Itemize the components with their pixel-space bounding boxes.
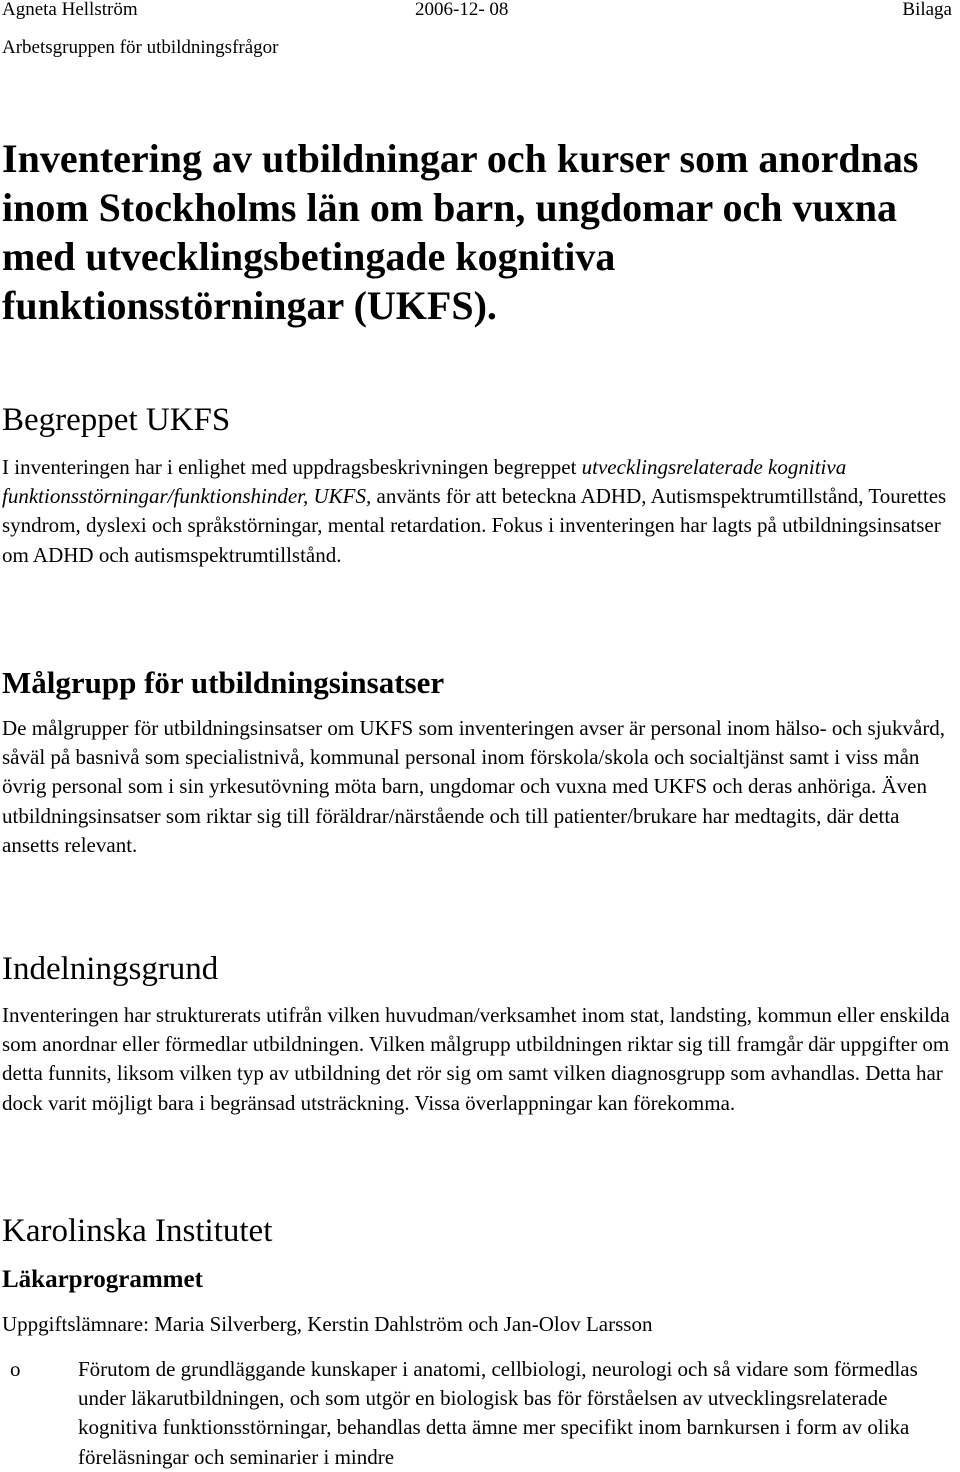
heading-ki: Karolinska Institutet bbox=[2, 1213, 273, 1249]
paragraph-reporters: Uppgiftslämnare: Maria Silverberg, Kerstin Dahlström och Jan-Olov Larsson bbox=[2, 1312, 653, 1336]
heading-indelning: Indelningsgrund bbox=[2, 951, 219, 987]
paragraph-begreppet-end: använts för att beteckna ADHD, Autismspektrumtillstånd, Tourettes syndrom, dyslexi och språkstörningar, mental retardation. Fokus i inventeringen har lagts på utbildningsinsatser om ADHD och autismspektrumtillstånd. bbox=[2, 484, 947, 567]
heading-malgrupp: Målgrupp för utbildningsinsatser bbox=[2, 665, 445, 700]
page-header bbox=[2, 0, 952, 22]
subheading-lakarprogrammet: Läkarprogrammet bbox=[2, 1266, 203, 1293]
paragraph-begreppet-start: I inventeringen har i enlighet med uppdragsbeskrivningen begreppet bbox=[2, 455, 582, 479]
paragraph-indelning: Inventeringen har strukturerats utifrån vilken huvudman/verksamhet inom stat, landsting, kommun eller enskilda som anordnar eller förmedlar utbildningen. Vilken målgrupp utbildningen riktar sig till framgår där uppgifter om detta funnits, liksom vilken typ av utbildning det rör sig om samt vilken diagnosgrupp som avhandlas. Detta har dock varit möjligt bara i begränsad utsträckning. Vissa överlappningar kan förekomma. bbox=[2, 1003, 950, 1115]
bullet-text: Förutom de grundläggande kunskaper i anatomi, cellbiologi, neurologi och så vidare som förmedlas under läkarutbildningen, och som utgör en biologisk bas för förståelsen av utvecklingsrelaterade kognitiva funktionsstörningar, behandlas detta ämne mer specifikt inom barnkursen i form av olika föreläsningar och seminarier i mindre bbox=[78, 1357, 918, 1469]
document-title: Inventering av utbildningar och kurser som anordnas inom Stockholms län om barn, ungdomar och vuxna med utvecklingsbetingade kognitiva funktionsstörningar (UKFS). bbox=[2, 136, 919, 328]
heading-begreppet: Begreppet UKFS bbox=[2, 402, 231, 438]
paragraph-begreppet bbox=[2, 453, 954, 570]
bullet-marker: o bbox=[10, 1357, 21, 1381]
header-date: 2006-12- 08 bbox=[415, 0, 509, 20]
paragraph-begreppet-italic: utvecklingsrelaterade kognitiva funktionsstörningar/funktionshinder, UKFS, bbox=[2, 455, 847, 509]
header-label: Bilaga bbox=[902, 0, 952, 20]
paragraph-malgrupp: De målgrupper för utbildningsinsatser om UKFS som inventeringen avser är personal inom hälso- och sjukvård, såväl på basnivå som specialistnivå, kommunal personal inom förskola/skola och socialtjänst samt i viss mån övrig personal som i sin yrkesutövning möta barn, ungdomar och vuxna med UKFS och deras anhöriga. Även utbildningsinsatser som riktar sig till föräldrar/närstående och till patienter/brukare har medtagits, där detta ansetts relevant. bbox=[2, 716, 946, 857]
header-author: Agneta Hellström bbox=[2, 0, 138, 20]
header-group: Arbetsgruppen för utbildningsfrågor bbox=[2, 37, 279, 58]
